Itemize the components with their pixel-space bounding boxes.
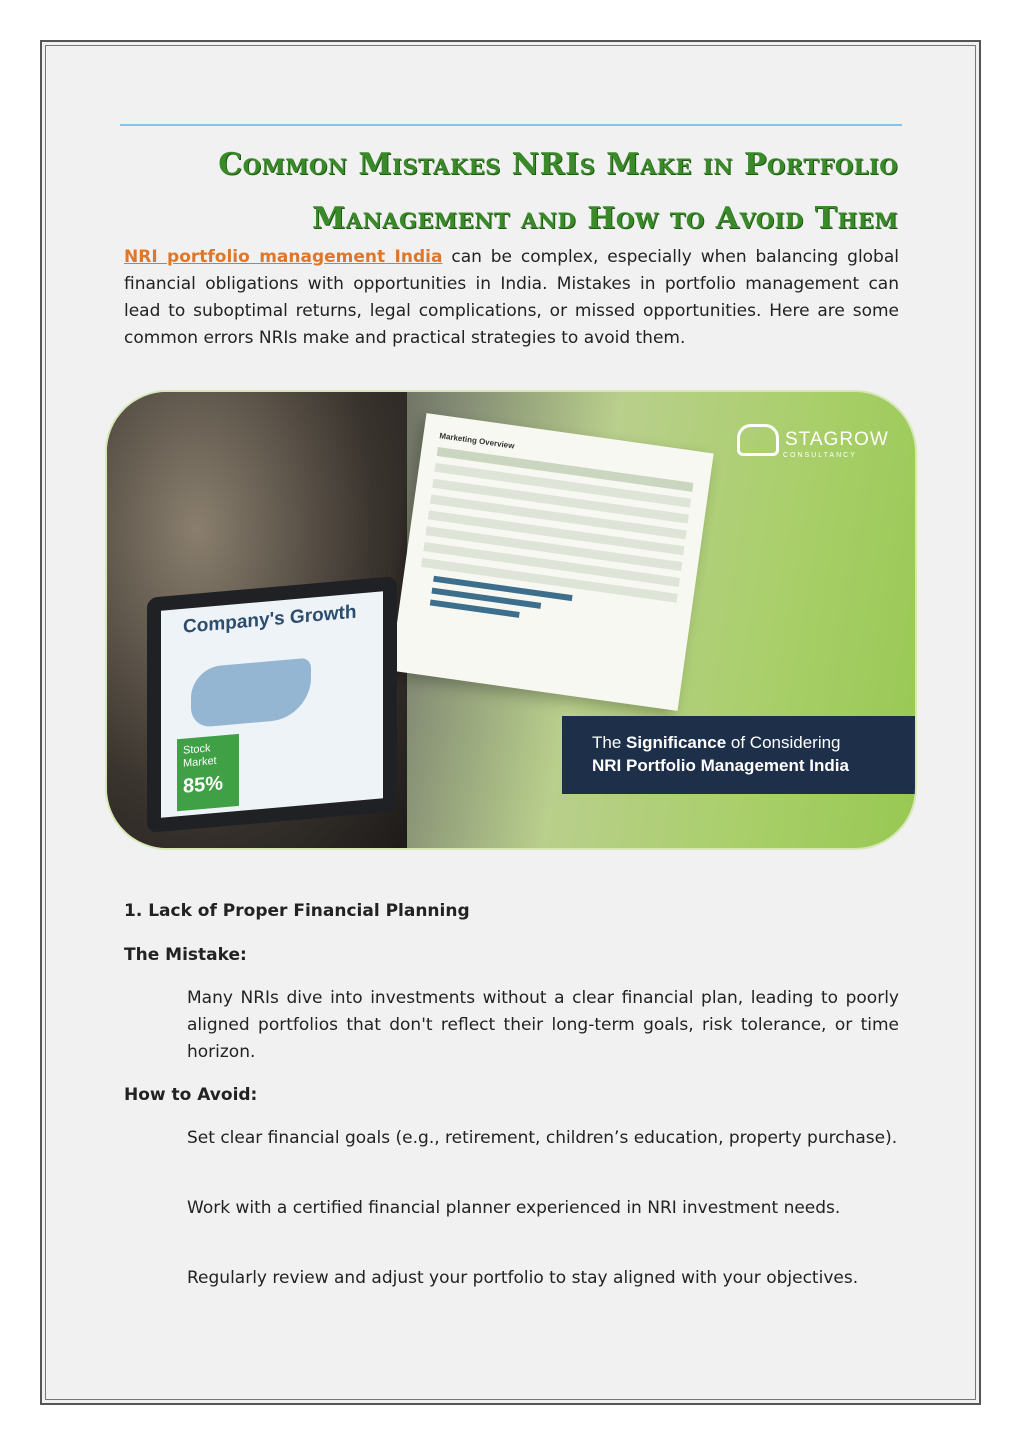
title-rule xyxy=(120,124,902,126)
avoid-item: Set clear financial goals (e.g., retirement, children’s education, property purchase). xyxy=(187,1128,898,1148)
section-heading: 1. Lack of Proper Financial Planning xyxy=(124,901,470,921)
avoid-label: How to Avoid: xyxy=(124,1085,258,1105)
brand-sub: CONSULTANCY xyxy=(783,452,857,459)
report-title: Marketing Overview xyxy=(438,431,515,451)
laptop-screen xyxy=(161,591,383,817)
stock-badge xyxy=(177,734,239,811)
intro-body: can be complex, especially when balancing global financial obligations with opportunities in India. Mistakes in portfolio management can lead to suboptimal returns, legal complications, or missed opportunities. Here are some common errors NRIs make and practical strategies to avoid them. xyxy=(124,247,899,348)
mistake-text: Many NRIs dive into investments without a clear financial plan, leading to poorly aligned portfolios that don't reflect their long-term goals, risk tolerance, or time horizon. xyxy=(187,988,899,1062)
mistake-label: The Mistake: xyxy=(124,945,247,965)
banner-pre: The xyxy=(592,733,627,752)
banner-bold: Significance xyxy=(626,733,727,752)
title-line-1: Common Mistakes NRIs Make in Portfolio xyxy=(218,147,898,182)
stock-label: Stock Market xyxy=(183,742,217,770)
title-line-2: Management and How to Avoid Them xyxy=(311,201,898,236)
intro-link[interactable]: NRI portfolio management India xyxy=(124,247,443,267)
brand-logo xyxy=(737,424,889,459)
cloud-icon xyxy=(737,424,779,456)
hero-image xyxy=(107,392,915,848)
hero-banner xyxy=(562,716,915,794)
brand-name: STAGROW xyxy=(785,429,889,450)
banner-post: of Considering xyxy=(726,733,841,752)
laptop xyxy=(147,576,397,833)
banner-line-1 xyxy=(592,731,915,754)
report-document xyxy=(390,413,713,711)
avoid-item: Work with a certified financial planner experienced in NRI investment needs. xyxy=(187,1198,841,1218)
intro-paragraph xyxy=(124,244,899,352)
page-title xyxy=(120,138,898,246)
stock-percent: 85% xyxy=(183,772,224,798)
banner-line-2: NRI Portfolio Management India xyxy=(592,756,849,775)
laptop-title: Company's Growth xyxy=(183,601,357,638)
avoid-item: Regularly review and adjust your portfolio to stay aligned with your objectives. xyxy=(187,1268,859,1288)
world-map-icon xyxy=(191,658,311,728)
